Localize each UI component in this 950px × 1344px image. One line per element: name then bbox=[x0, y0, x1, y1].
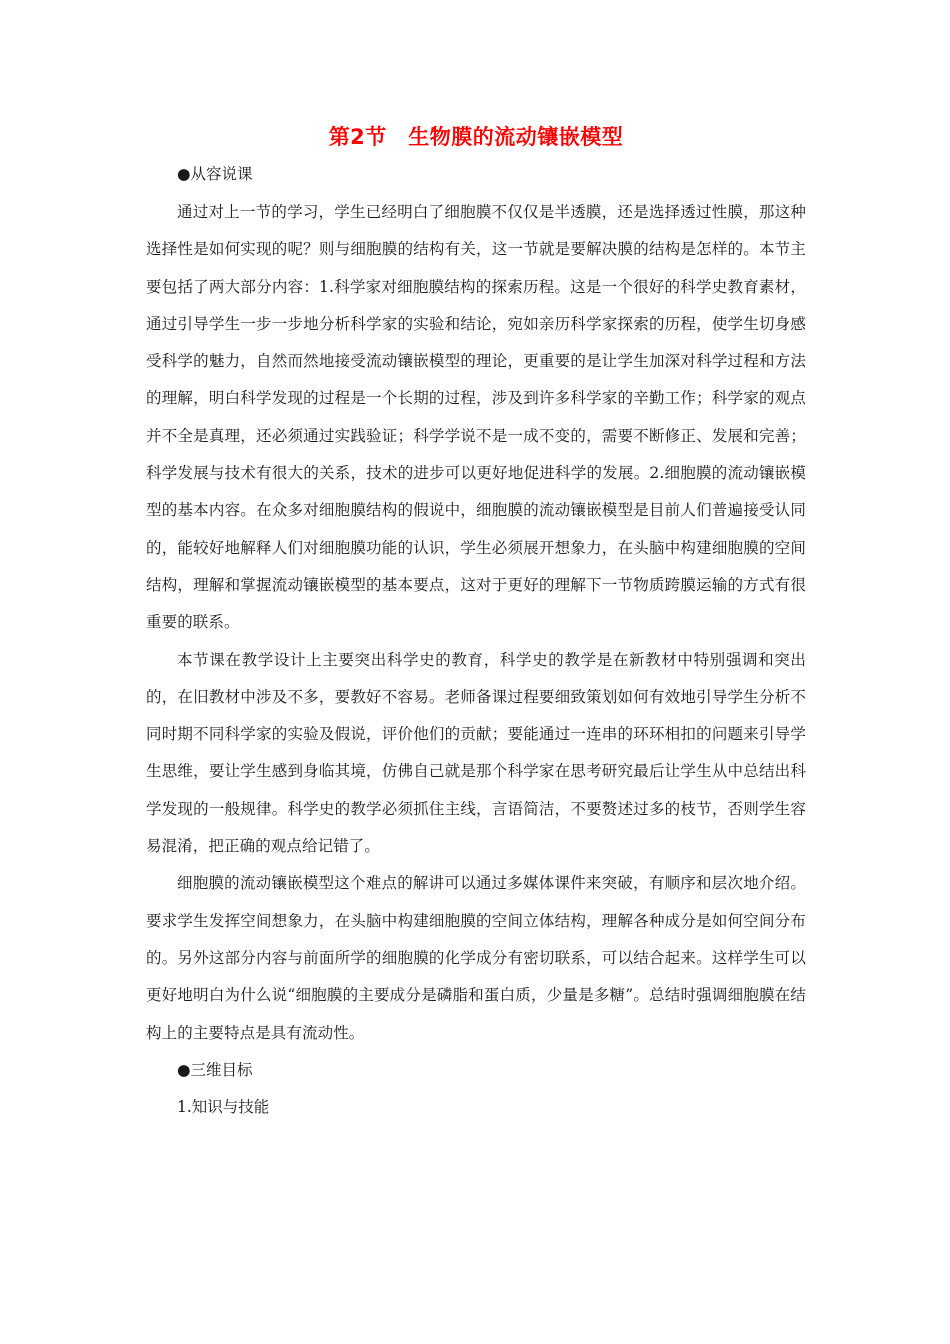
paragraph-3: 细胞膜的流动镶嵌模型这个难点的解讲可以通过多媒体课件来突破，有顺序和层次地介绍。要求学生发挥空间想象力，在头脑中构建细胞膜的空间立体结构，理解各种成分是如何空间分布的。另外这部分内容与前面所学的细胞膜的化学成分有密切联系，可以结合起来。这样学生可以更好地明白为什么说“细胞膜的主要成分是磷脂和蛋白质，少量是多糖”。总结时强调细胞膜在结构上的主要特点是具有流动性。 bbox=[146, 874, 806, 1042]
paragraph-2: 本节课在教学设计上主要突出科学史的教育，科学史的教学是在新教材中特别强调和突出的，在旧教材中涉及不多，要教好不容易。老师备课过程要细致策划如何有效地引导学生分析不同时期不同科学家的实验及假说，评价他们的贡献；要能通过一连串的环环相扣的问题来引导学生思维，要让学生感到身临其境，仿佛自己就是那个科学家在思考研究最后让学生从中总结出科学发现的一般规律。科学史的教学必须抓住主线，言语简洁，不要赘述过多的枝节，否则学生容易混淆，把正确的观点给记错了。 bbox=[146, 650, 806, 856]
subsection-heading-knowledge: 1.知识与技能 bbox=[177, 1097, 270, 1116]
section-heading-shuoke: ●从容说课 bbox=[177, 165, 253, 183]
document-page bbox=[146, 122, 806, 1126]
document-title: 第2节 生物膜的流动镶嵌模型 bbox=[328, 125, 624, 149]
paragraph-1: 通过对上一节的学习，学生已经明白了细胞膜不仅仅是半透膜，还是选择透过性膜，那这种选择性是如何实现的呢？则与细胞膜的结构有关，这一节就是要解决膜的结构是怎样的。本节主要包括了两大部分内容：1.科学家对细胞膜结构的探索历程。这是一个很好的科学史教育素材，通过引导学生一步一步地分析科学家的实验和结论，宛如亲历科学家探索的历程，使学生切身感受科学的魅力，自然而然地接受流动镶嵌模型的理论，更重要的是让学生加深对科学过程和方法的理解，明白科学发现的过程是一个长期的过程，涉及到许多科学家的辛勤工作；科学家的观点并不全是真理，还必须通过实践验证；科学学说不是一成不变的，需要不断修正、发展和完善；科学发展与技术有很大的关系，技术的进步可以更好地促进科学的发展。2.细胞膜的流动镶嵌模型的基本内容。在众多对细胞膜结构的假说中，细胞膜的流动镶嵌模型是目前人们普遍接受认同的，能较好地解释人们对细胞膜功能的认识，学生必须展开想象力，在头脑中构建细胞膜的空间结构，理解和掌握流动镶嵌模型的基本要点，这对于更好的理解下一节物质跨膜运输的方式有很重要的联系。 bbox=[146, 203, 806, 632]
section-heading-goals: ●三维目标 bbox=[177, 1060, 253, 1079]
